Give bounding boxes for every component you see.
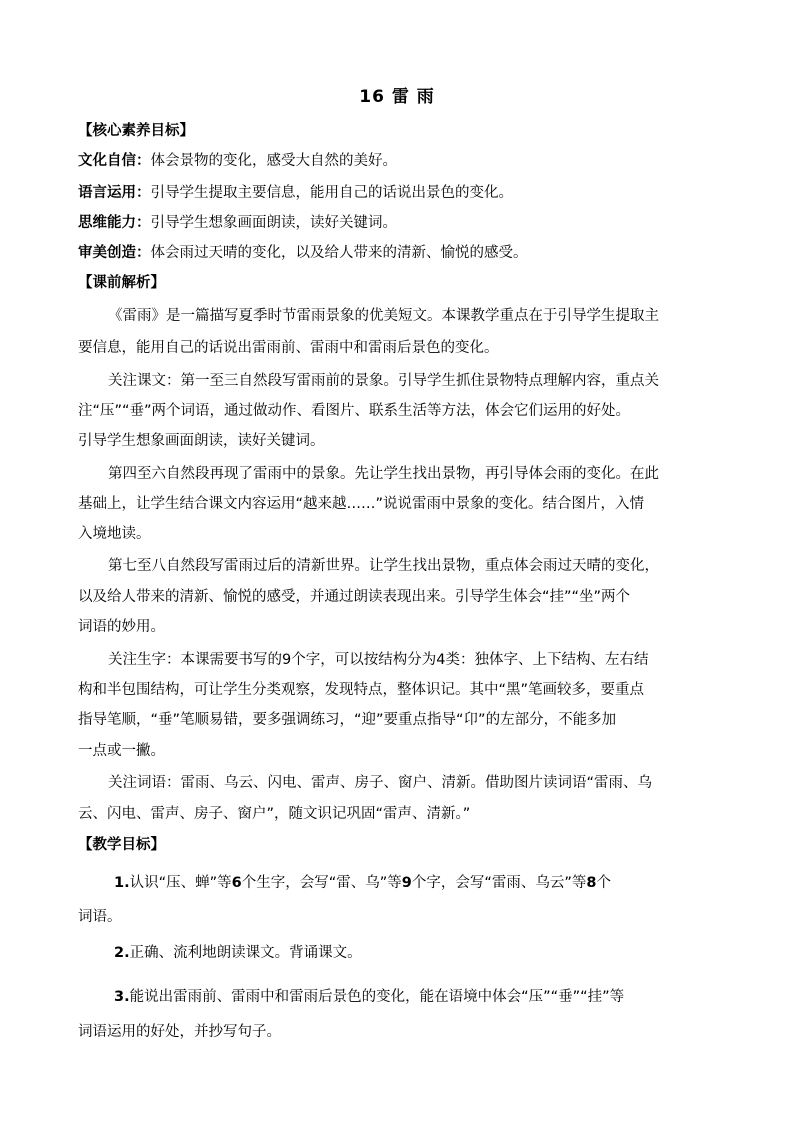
paragraph-line: 引导学生想象画面朗读，读好关键词。 xyxy=(78,433,325,449)
core-goal-label: 语言运用： xyxy=(78,185,151,201)
core-goal-text: 引导学生想象画面朗读，读好关键词。 xyxy=(150,215,397,231)
core-goal-label: 文化自信： xyxy=(78,153,151,169)
paragraph-line: 以及给人带来的清新、愉悦的感受，并通过朗读表现出来。引导学生体会“挂”“坐”两个 xyxy=(78,589,631,605)
teaching-goal-item xyxy=(114,943,754,963)
goal-number: 2. xyxy=(114,945,130,961)
paragraph-line: 一点或一撇。 xyxy=(78,743,165,759)
paragraph-line: 指导笔顺，“垂”笔顺易错，要多强调练习，“迎”要重点指导“卬”的左部分，不能多加 xyxy=(78,712,617,728)
core-goal-text: 引导学生提取主要信息，能用自己的话说出景色的变化。 xyxy=(150,185,513,201)
paragraph-line: 关注课文：第一至三自然段写雷雨前的景象。引导学生抓住景物特点理解内容，重点关 xyxy=(108,373,659,389)
page-title: 16 雷 雨 xyxy=(359,87,435,107)
core-goal-item xyxy=(78,213,718,233)
paragraph-line: 关注生字：本课需要书写的9个字，可以按结构分为4类：独体字、上下结构、左右结 xyxy=(108,652,649,668)
teaching-goal-continuation: 词语。 xyxy=(78,909,122,925)
pre-analysis-heading: 【课前解析】 xyxy=(78,275,165,291)
core-goals-heading: 【核心素养目标】 xyxy=(78,123,194,139)
paragraph-line: 基础上，让学生结合课文内容运用“越来越……”说说雷雨中景象的变化。结合图片，入情 xyxy=(78,496,645,512)
goal-number: 3. xyxy=(114,989,130,1005)
paragraph-line: 入境地读。 xyxy=(78,526,151,542)
goal-number: 1. xyxy=(114,875,130,891)
paragraph-line: 要信息，能用自己的话说出雷雨前、雷雨中和雷雨后景色的变化。 xyxy=(78,340,499,356)
goal-text: 个 xyxy=(596,875,611,891)
teaching-goal-item xyxy=(114,987,754,1007)
teaching-goal-continuation: 词语运用的好处，并抄写句子。 xyxy=(78,1024,281,1040)
core-goal-text: 体会景物的变化，感受大自然的美好。 xyxy=(150,153,397,169)
paragraph-line: 关注词语：雷雨、乌云、闪电、雷声、房子、窗户、清新。借助图片读词语“雷雨、乌 xyxy=(108,775,653,791)
paragraph-line: 《雷雨》是一篇描写夏季时节雷雨景象的优美短文。本课教学重点在于引导学生提取主 xyxy=(108,308,659,324)
core-goal-item xyxy=(78,151,718,171)
paragraph-line: 构和半包围结构，可让学生分类观察，发现特点，整体识记。其中“黑”笔画较多，要重点 xyxy=(78,682,645,698)
core-goal-item xyxy=(78,243,718,263)
teaching-goal-item xyxy=(114,873,754,893)
goal-text: 正确、流利地朗读课文。背诵课文。 xyxy=(129,945,362,961)
paragraph-line: 第四至六自然段再现了雷雨中的景象。先让学生找出景物，再引导体会雨的变化。在此 xyxy=(108,466,659,482)
goal-text: 认识“压、蝉”等 xyxy=(129,875,232,891)
core-goal-item xyxy=(78,183,718,203)
paragraph-line: 注“压”“垂”两个词语，通过做动作、看图片、联系生活等方法，体会它们运用的好处。 xyxy=(78,403,631,419)
goal-count: 8 xyxy=(586,875,597,891)
goal-count: 9 xyxy=(401,875,412,891)
paragraph-line: 云、闪电、雷声、房子、窗户”，随文识记巩固“雷声、清新。” xyxy=(78,806,471,822)
goal-text: 能说出雷雨前、雷雨中和雷雨后景色的变化，能在语境中体会“压”“垂”“挂”等 xyxy=(129,989,625,1005)
core-goal-label: 审美创造： xyxy=(78,245,151,261)
core-goal-label: 思维能力： xyxy=(78,215,151,231)
paragraph-line: 词语的妙用。 xyxy=(78,619,165,635)
paragraph-line: 第七至八自然段写雷雨过后的清新世界。让学生找出景物，重点体会雨过天晴的变化， xyxy=(108,558,659,574)
teaching-goals-heading: 【教学目标】 xyxy=(78,837,165,853)
goal-count: 6 xyxy=(231,875,242,891)
goal-text: 个生字，会写“雷、乌”等 xyxy=(241,875,402,891)
core-goal-text: 体会雨过天晴的变化，以及给人带来的清新、愉悦的感受。 xyxy=(150,245,528,261)
goal-text: 个字，会写“雷雨、乌云”等 xyxy=(411,875,587,891)
